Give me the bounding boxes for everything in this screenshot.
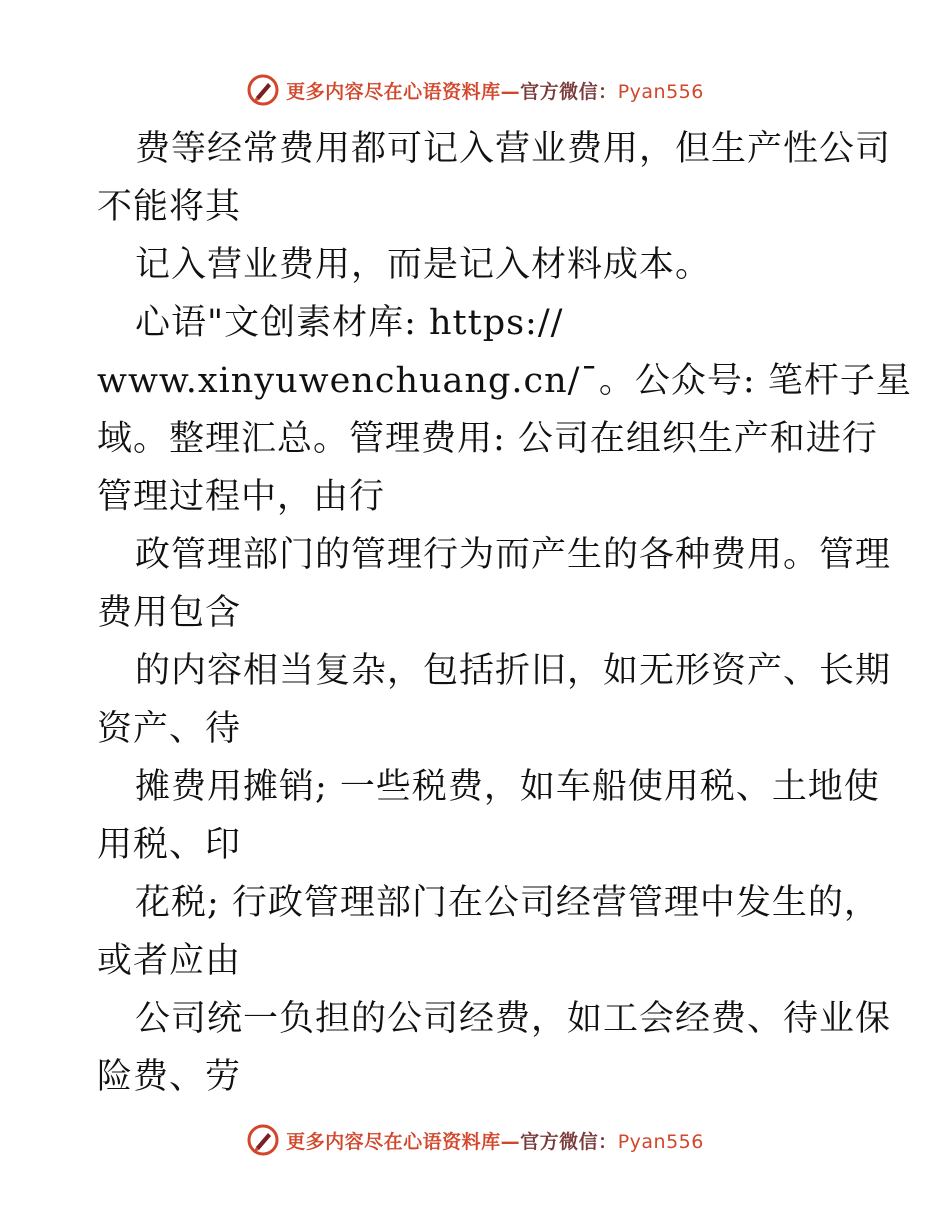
- banner-wechat-id: Pyan556: [617, 80, 704, 103]
- text-line: 心语"文创素材库: https://: [135, 303, 564, 343]
- footer-banner: [0, 1120, 950, 1160]
- text-line: 摊费用摊销; 一些税费，如车船使用税、土地使: [135, 767, 880, 807]
- text-line: 的内容相当复杂，包括折旧，如无形资产、长期: [135, 651, 892, 691]
- banner-dash: —: [500, 1130, 521, 1153]
- text-line: 政管理部门的管理行为而产生的各种费用。管理: [135, 535, 892, 575]
- text-line: 或者应由: [97, 941, 242, 981]
- text-line: www.xinyuwenchuang.cn/¯。公众号: 笔杆子星: [97, 361, 912, 401]
- banner-wechat-id: Pyan556: [617, 1130, 704, 1153]
- text-line: 不能将其: [97, 187, 242, 227]
- text-line: 资产、待: [97, 709, 242, 749]
- text-line: 管理过程中，由行: [97, 477, 386, 517]
- text-line: 用税、印: [97, 825, 242, 865]
- pen-logo-icon: [246, 1123, 280, 1157]
- text-line: 费等经常费用都可记入营业费用，但生产性公司: [135, 129, 892, 169]
- banner-text: [286, 1127, 704, 1154]
- text-line: 费用包含: [97, 593, 242, 633]
- banner-dash: —: [500, 80, 521, 103]
- text-line: 花税; 行政管理部门在公司经营管理中发生的，: [135, 883, 880, 923]
- text-line: 域。整理汇总。管理费用: 公司在组织生产和进行: [97, 419, 878, 459]
- document-body: [97, 120, 912, 1106]
- banner-wechat-label: 官方微信：: [520, 1130, 618, 1153]
- header-banner: [0, 70, 950, 110]
- text-line: 险费、劳: [97, 1057, 242, 1097]
- banner-promo: 更多内容尽在心语资料库: [286, 80, 501, 103]
- text-line: 记入营业费用，而是记入材料成本。: [135, 245, 712, 285]
- banner-promo: 更多内容尽在心语资料库: [286, 1130, 501, 1153]
- text-line: 公司统一负担的公司经费，如工会经费、待业保: [135, 999, 892, 1039]
- banner-text: [286, 77, 704, 104]
- pen-logo-icon: [246, 73, 280, 107]
- banner-wechat-label: 官方微信：: [520, 80, 618, 103]
